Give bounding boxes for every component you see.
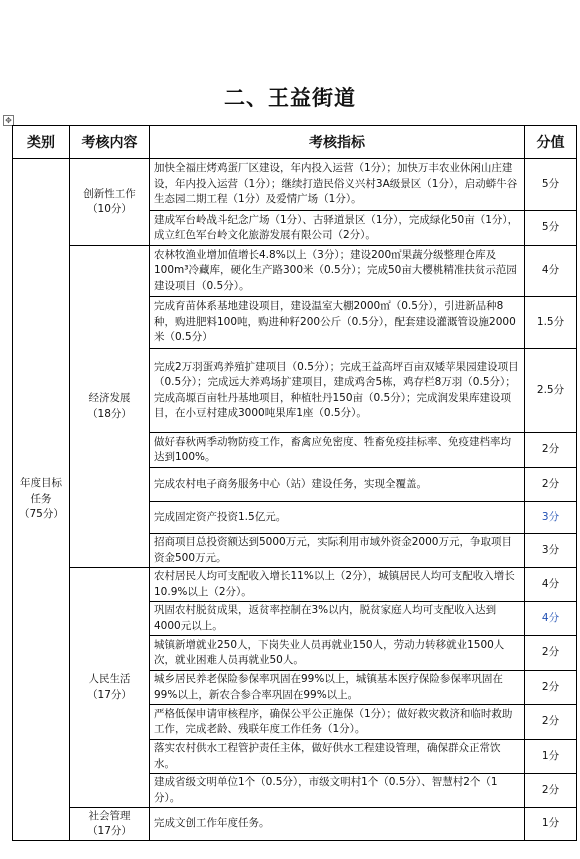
indicator-cell: 完成农村电子商务服务中心（站）建设任务，实现全覆盖。 — [150, 468, 525, 502]
score-cell: 1分 — [525, 740, 577, 774]
table-row — [13, 568, 577, 602]
score-cell: 3分 — [525, 502, 577, 534]
indicator-cell: 农村居民人均可支配收入增长11%以上（2分），城镇居民人均可支配收入增长10.9%以上（2分）。 — [150, 568, 525, 602]
indicator-cell: 严格低保申请审核程序，确保公平公正施保（1分）；做好救灾救济和临时救助工作，完成老龄、残联年度工作任务（1分）。 — [150, 705, 525, 740]
score-cell: 3分 — [525, 534, 577, 568]
score-cell: 1分 — [525, 808, 577, 841]
score-cell: 2分 — [525, 671, 577, 705]
score-cell: 2分 — [525, 433, 577, 468]
content-cell: 经济发展（18分） — [70, 246, 150, 568]
score-cell: 2分 — [525, 774, 577, 808]
table-row — [13, 159, 577, 211]
indicator-cell: 做好春秋两季动物防疫工作，畜禽应免密度、牲畜免疫挂标率、免疫建档率均达到100%。 — [150, 433, 525, 468]
score-cell: 2分 — [525, 705, 577, 740]
table-header-row — [13, 126, 577, 159]
indicator-cell: 完成文创工作年度任务。 — [150, 808, 525, 841]
header-indicator: 考核指标 — [150, 126, 525, 159]
content-cell: 社会管理（17分） — [70, 808, 150, 841]
indicator-cell: 完成固定资产投资1.5亿元。 — [150, 502, 525, 534]
header-score: 分值 — [525, 126, 577, 159]
indicator-cell: 城乡居民养老保险参保率巩固在99%以上，城镇基本医疗保险参保率巩固在99%以上，新农合参合率巩固在99%以上。 — [150, 671, 525, 705]
indicator-cell: 完成2万羽蛋鸡养殖扩建项目（0.5分）；完成王益高坪百亩双矮苹果园建设项目（0.5分）；完成远大养鸡场扩建项目，建成鸡舍5栋，鸡存栏8万羽（0.5分）；完成高塬百亩牡丹基地项目，种植牡丹150亩（0.5分）；完成润发果库建设项目，在小豆村建成3000吨果库1座（0.5分）。 — [150, 349, 525, 433]
indicator-cell: 农林牧渔业增加值增长4.8%以上（3分）；建设200㎡果蔬分级整理仓库及100m³冷藏库，硬化生产路300米（0.5分）；完成50亩大樱桃精准扶贫示范园建设项目（0.5分）。 — [150, 246, 525, 297]
page-title: 二、王益街道 — [224, 86, 356, 110]
score-cell: 1.5分 — [525, 297, 577, 349]
score-cell: 4分 — [525, 246, 577, 297]
indicator-cell: 加快全福庄烤鸡蛋厂区建设，年内投入运营（1分）；加快万丰农业休闲山庄建设，年内投入运营（1分）；继续打造民俗义兴村3A级景区（1分），启动蟒牛谷生态园二期工程（1分）及爱情广场（1分）。 — [150, 159, 525, 211]
content-cell: 创新性工作（10分） — [70, 159, 150, 246]
score-cell: 2.5分 — [525, 349, 577, 433]
score-cell: 4分 — [525, 602, 577, 636]
score-cell: 2分 — [525, 636, 577, 671]
indicator-cell: 巩固农村脱贫成果，返贫率控制在3%以内，脱贫家庭人均可支配收入达到4000元以上。 — [150, 602, 525, 636]
indicator-cell: 城镇新增就业250人，下岗失业人员再就业150人，劳动力转移就业1500人次，就业困难人员再就业50人。 — [150, 636, 525, 671]
indicator-cell: 完成育苗体系基地建设项目，建设温室大棚2000㎡（0.5分），引进新品种8种，购进肥料100吨，购进种籽200公斤（0.5分），配套建设灌溉管设施2000米（0.5分） — [150, 297, 525, 349]
category-cell: 年度目标任务（75分） — [13, 159, 70, 841]
indicator-cell: 落实农村供水工程管护责任主体，做好供水工程建设管理，确保群众正常饮水。 — [150, 740, 525, 774]
score-cell: 5分 — [525, 159, 577, 211]
table-row — [13, 808, 577, 841]
score-cell: 4分 — [525, 568, 577, 602]
indicator-cell: 建成军台岭战斗纪念广场（1分）、古驿道景区（1分），完成绿化50亩（1分），成立红色军台岭文化旅游发展有限公司（2分）。 — [150, 211, 525, 246]
header-content: 考核内容 — [70, 126, 150, 159]
score-cell: 2分 — [525, 468, 577, 502]
indicator-cell: 建成省级文明单位1个（0.5分），市级文明村1个（0.5分）、智慧村2个（1分）。 — [150, 774, 525, 808]
assessment-table — [12, 125, 577, 841]
table-row — [13, 246, 577, 297]
score-cell: 5分 — [525, 211, 577, 246]
table-move-handle-icon[interactable]: ✥ — [3, 115, 14, 126]
content-cell: 人民生活（17分） — [70, 568, 150, 808]
header-category: 类别 — [13, 126, 70, 159]
indicator-cell: 招商项目总投资额达到5000万元，实际利用市域外资金2000万元，争取项目资金500万元。 — [150, 534, 525, 568]
